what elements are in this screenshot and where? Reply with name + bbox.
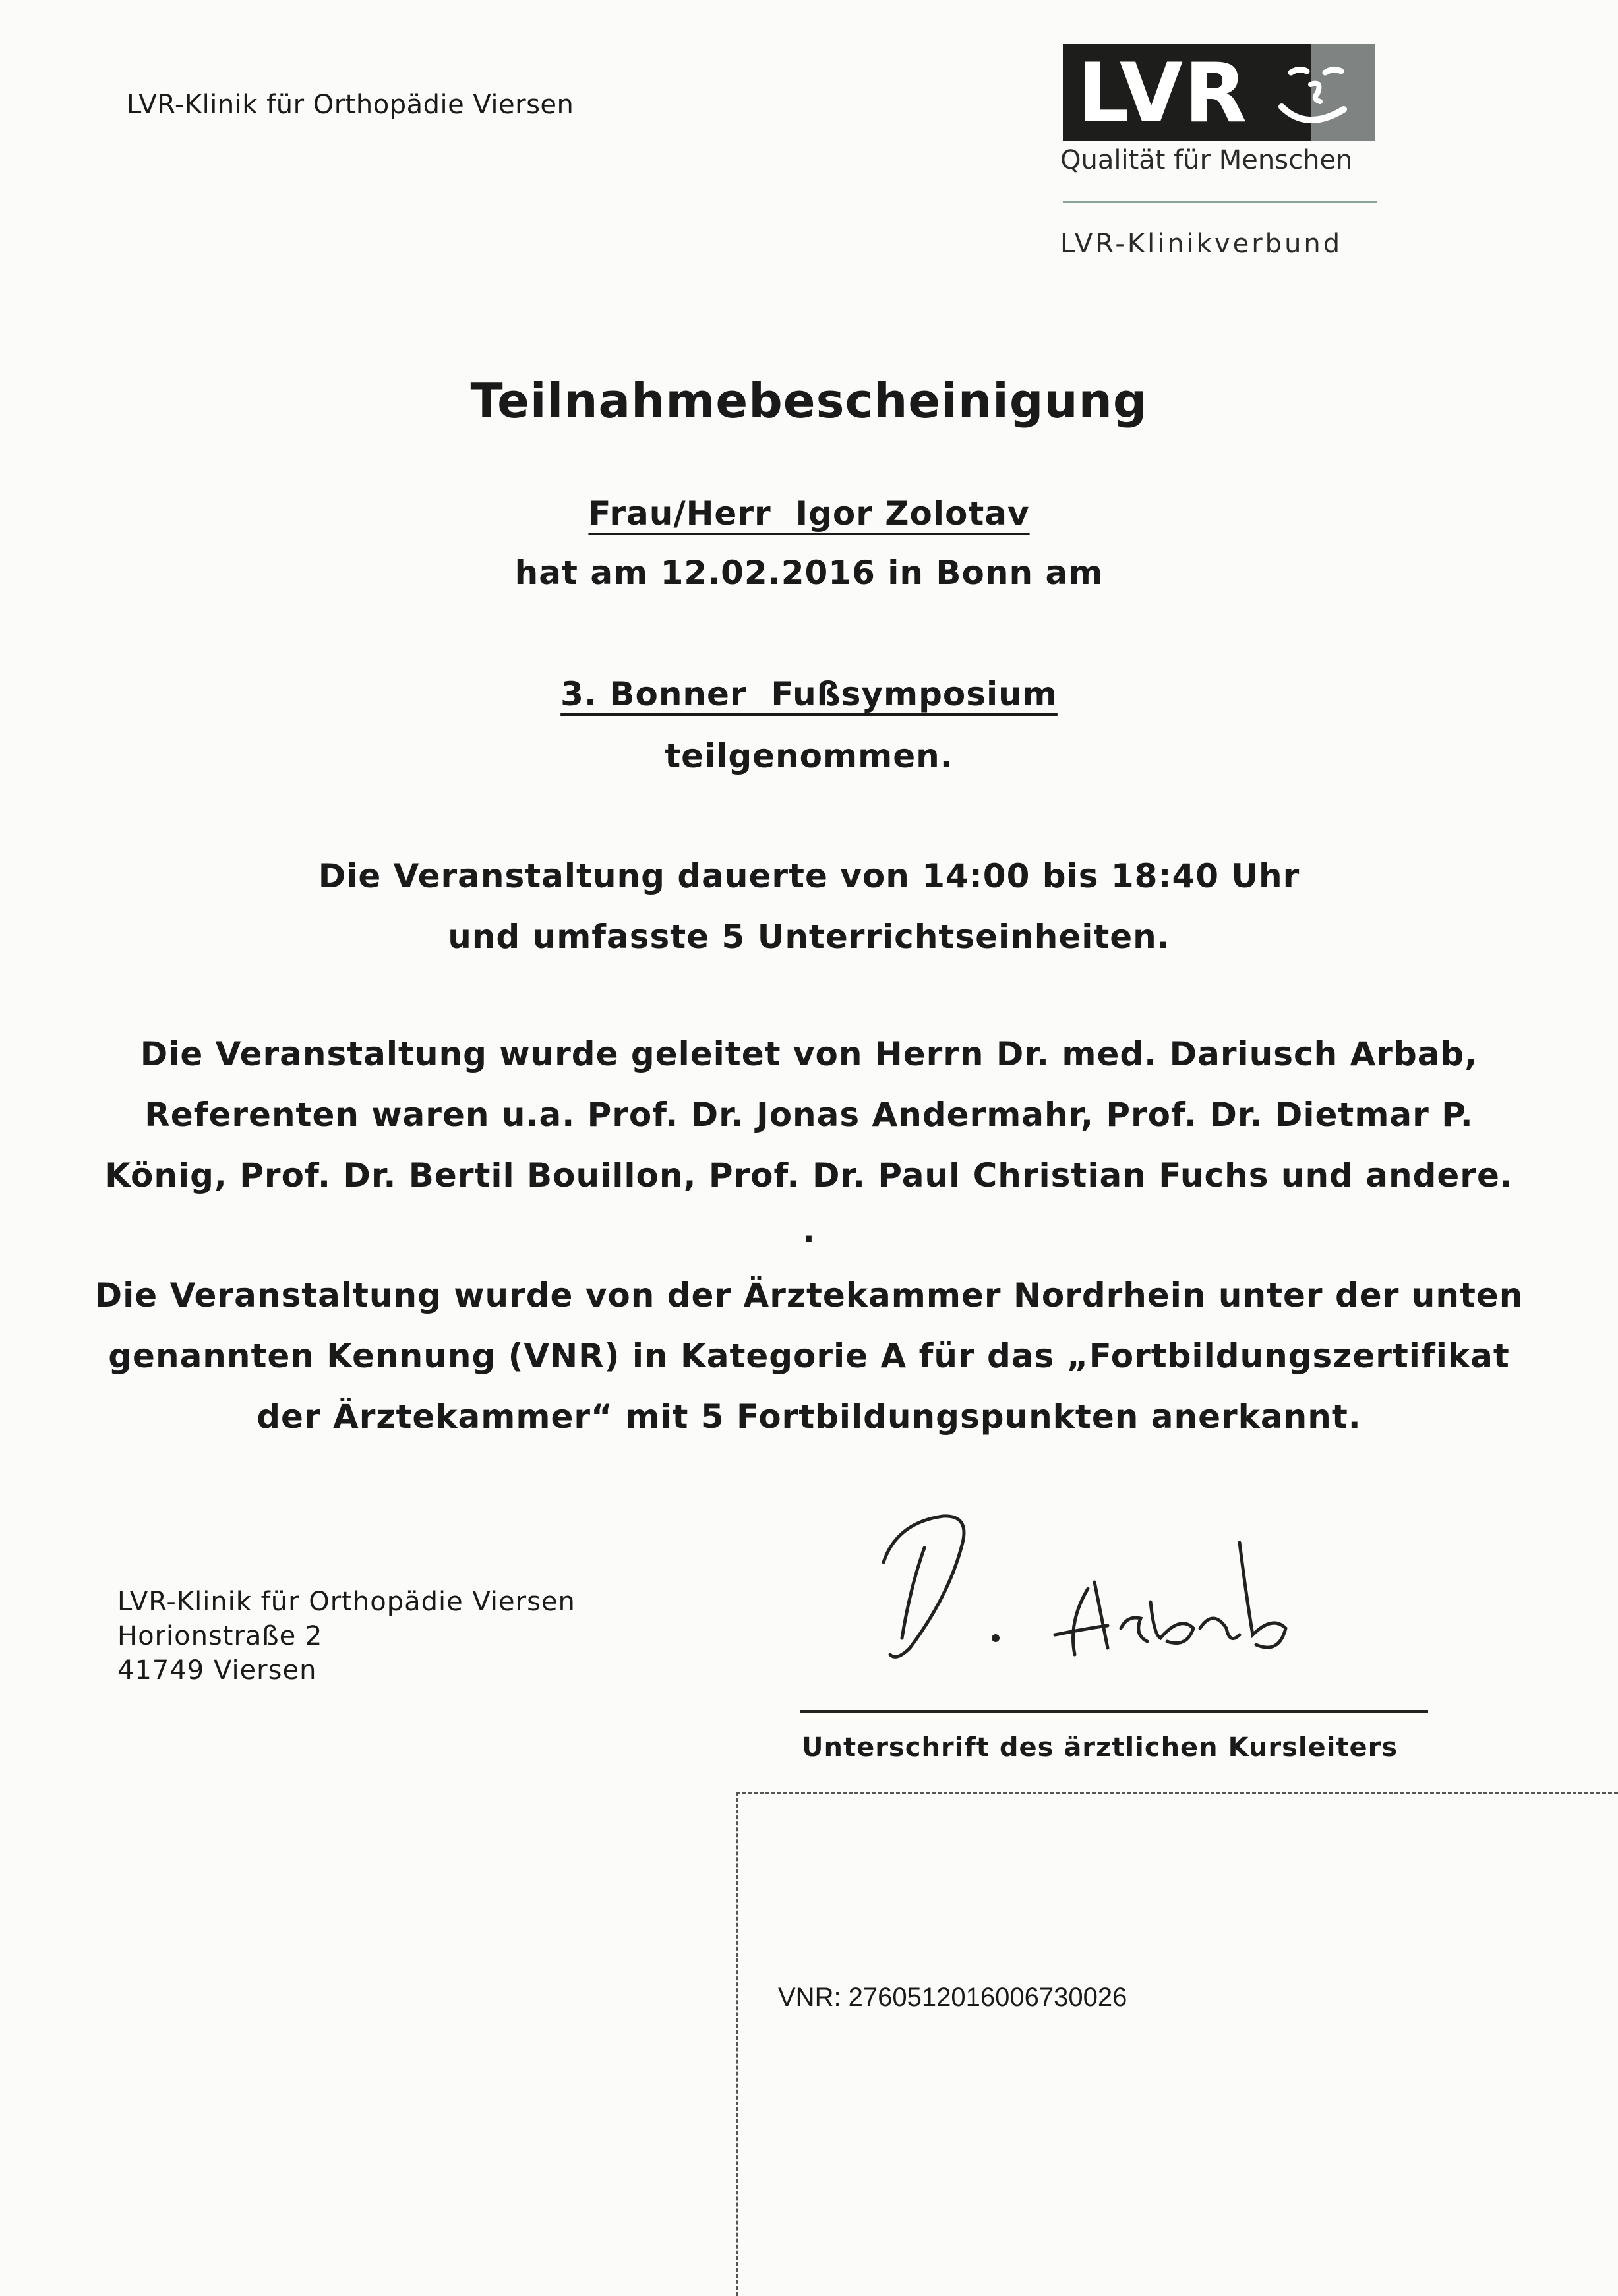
address-line-1: LVR-Klinik für Orthopädie Viersen — [117, 1587, 576, 1617]
leaders-line-2: Referenten waren u.a. Prof. Dr. Jonas Andermahr, Prof. Dr. Dietmar P. — [144, 1096, 1474, 1134]
accreditation-line-2: genannten Kennung (VNR) in Kategorie A für das „Fortbildungszertifikat — [108, 1337, 1510, 1375]
logo-divider — [1063, 201, 1377, 203]
duration-line-1: Die Veranstaltung dauerte von 14:00 bis 18:40 Uhr — [318, 857, 1300, 895]
event-title: 3. Bonner Fußsymposium — [560, 675, 1058, 713]
address-line-2: Horionstraße 2 — [117, 1621, 323, 1651]
signature-label: Unterschrift des ärztlichen Kursleiters — [802, 1732, 1398, 1763]
accreditation-line-3: der Ärztekammer“ mit 5 Fortbildungspunkten anerkannt. — [256, 1398, 1362, 1436]
logo-network: LVR-Klinikverbund — [1060, 229, 1343, 259]
address-line-3: 41749 Viersen — [117, 1655, 317, 1686]
logo-brand: LVR — [1077, 46, 1249, 141]
separator-dot: . — [802, 1212, 816, 1250]
lvr-logo — [1063, 44, 1375, 141]
signature-line — [800, 1710, 1428, 1713]
participated-line: teilgenommen. — [665, 737, 953, 775]
document-title: Teilnahmebescheinigung — [470, 373, 1148, 428]
vnr-number: VNR: 2760512016006730026 — [778, 1983, 1127, 2012]
stamp-area-top-border — [736, 1792, 1618, 1794]
date-line: hat am 12.02.2016 in Bonn am — [514, 554, 1104, 592]
participant-name: Frau/Herr Igor Zolotav — [588, 494, 1030, 533]
handwritten-signature — [870, 1503, 1319, 1674]
logo-tagline: Qualität für Menschen — [1060, 145, 1353, 175]
accreditation-line-1: Die Veranstaltung wurde von der Ärztekammer Nordrhein unter der unten — [94, 1276, 1524, 1314]
duration-line-2: und umfasste 5 Unterrichtseinheiten. — [448, 918, 1170, 956]
logo-face-icon — [1265, 53, 1369, 134]
leaders-line-3: König, Prof. Dr. Bertil Bouillon, Prof. Dr. Paul Christian Fuchs und andere. — [105, 1156, 1513, 1194]
leaders-line-1: Die Veranstaltung wurde geleitet von Herrn Dr. med. Dariusch Arbab, — [140, 1035, 1478, 1073]
stamp-area-left-border — [736, 1792, 738, 2296]
header-clinic-name: LVR-Klinik für Orthopädie Viersen — [127, 90, 574, 120]
